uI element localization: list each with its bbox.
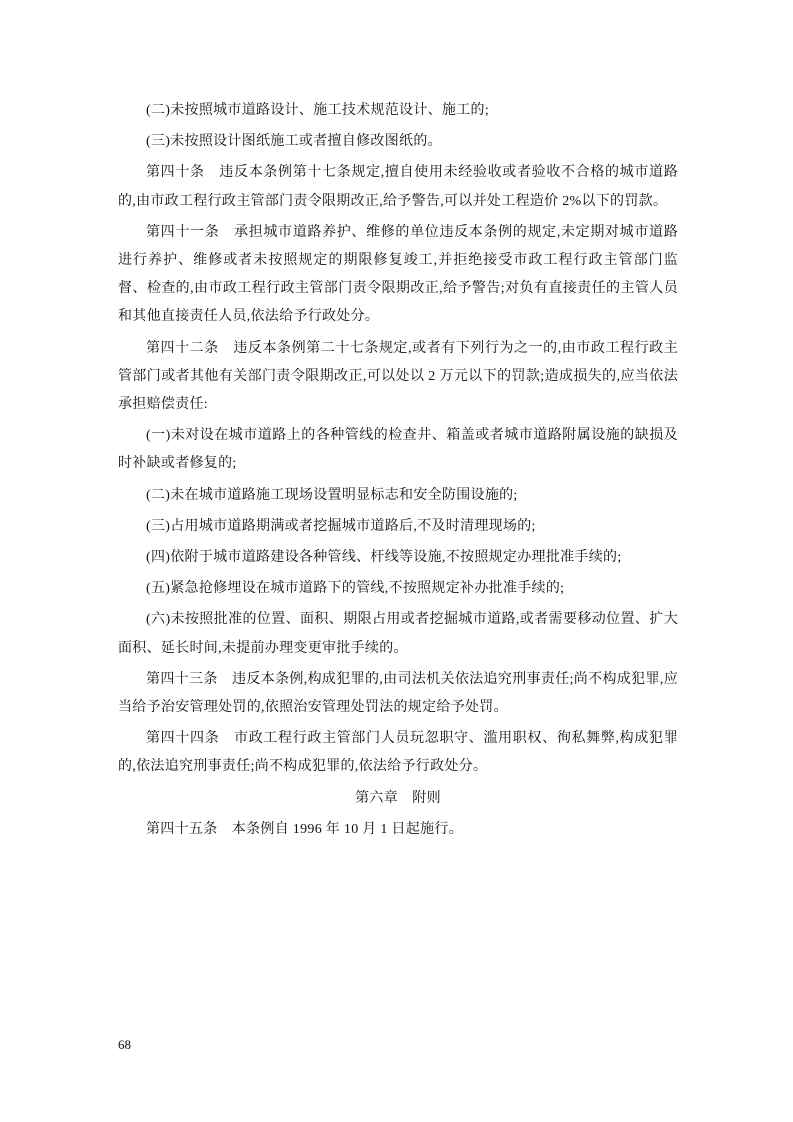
paragraph: (三)未按照设计图纸施工或者擅自修改图纸的。 <box>146 134 442 150</box>
paragraph: (五)紧急抢修埋设在城市道路下的管线,不按照规定补办批准手续的; <box>146 581 565 597</box>
document-body <box>118 97 678 847</box>
paragraph: 第四十条 违反本条例第十七条规定,擅自使用未经验收或者验收不合格的城市道路的,由市政工程行政主管部门责令限期改正,给予警告,可以并处工程造价 2%以下的罚款。 <box>118 165 678 209</box>
paragraph: 第四十一条 承担城市道路养护、维修的单位违反本条例的规定,未定期对城市道路进行养护、维修或者未按照规定的期限修复竣工,并拒绝接受市政工程行政主管部门监督、检查的,由市政工程行政主管部门责令限期改正,给予警告;对负有直接责任的主管人员和其他直接责任人员,依法给予行政处分。 <box>118 224 678 325</box>
chapter-heading: 第六章 附则 <box>355 790 441 806</box>
paragraph: 第四十四条 市政工程行政主管部门人员玩忽职守、滥用职权、徇私舞弊,构成犯罪的,依法追究刑事责任;尚不构成犯罪的,依法给予行政处分。 <box>118 731 678 775</box>
paragraph: 第四十三条 违反本条例,构成犯罪的,由司法机关依法追究刑事责任;尚不构成犯罪,应当给予治安管理处罚的,依照治安管理处罚法的规定给予处罚。 <box>118 671 678 716</box>
paragraph: (二)未按照城市道路设计、施工技术规范设计、施工的; <box>146 103 490 118</box>
paragraph: (一)未对设在城市道路上的各种管线的检查井、箱盖或者城市道路附属设施的缺损及时补缺或者修复的; <box>118 428 678 472</box>
page-number: 68 <box>118 1037 131 1052</box>
paragraph: 第四十二条 违反本条例第二十七条规定,或者有下列行为之一的,由市政工程行政主管部门或者其他有关部门责令限期改正,可以处以 2 万元以下的罚款;造成损失的,应当依法承担赔偿责任: <box>118 340 678 413</box>
paragraph: 第四十五条 本条例自 1996 年 10 月 1 日起施行。 <box>146 821 463 837</box>
paragraph: (二)未在城市道路施工现场设置明显标志和安全防围设施的; <box>146 487 518 503</box>
paragraph: (六)未按照批准的位置、面积、期限占用或者挖掘城市道路,或者需要移动位置、扩大面积、延长时间,未提前办理变更审批手续的。 <box>118 612 678 656</box>
paragraph: (三)占用城市道路期满或者挖掘城市道路后,不及时清理现场的; <box>146 518 536 534</box>
paragraph: (四)依附于城市道路建设各种管线、杆线等设施,不按照规定办理批准手续的; <box>146 550 622 566</box>
